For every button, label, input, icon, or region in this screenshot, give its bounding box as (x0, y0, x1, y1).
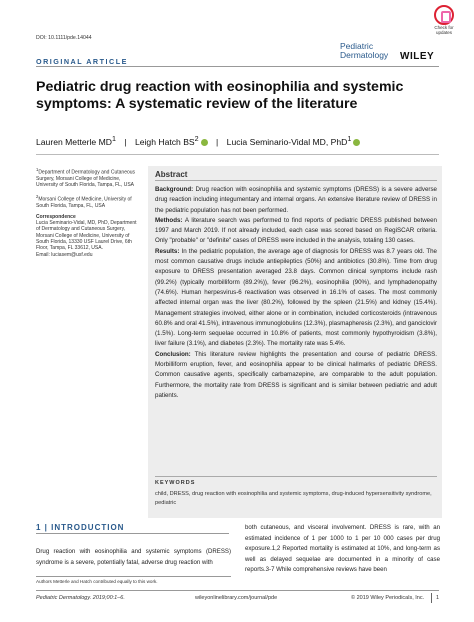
author-name[interactable]: Lauren Metterle MD (36, 136, 112, 147)
footer-separator (431, 593, 432, 603)
background-text: Drug reaction with eosinophilia and systemic symptoms (DRESS) is a severe adverse drug reaction including integumentary and internal organs. An extensive literature review of DRESS in the pediatric population has not been performed. (155, 186, 437, 214)
section-heading: 1 | INTRODUCTION (36, 523, 125, 532)
conclusion-text: This literature review highlights the presentation and course of pediatric DRESS. Morbilliform eruption, fever, and eosinophilia appear to be clinical hallmarks of pediatric DRESS. Common causative agents, specifically carbamazepine, are comparable to the adult population. Furthermore, the mortality rate from DRESS is significant and is similar between pediatric and adult patients. (155, 350, 437, 399)
author-sup: 1 (111, 135, 116, 143)
journal-name (340, 42, 388, 60)
crossmark-icon (434, 5, 454, 25)
footer-citation: Pediatric Dermatology. 2019;00:1–6. (36, 595, 125, 601)
article-type: ORIGINAL ARTICLE (36, 57, 128, 66)
keywords-text: child, DRESS, drug reaction with eosinophilia and systemic symptoms, drug-induced hypersensitivity syndrome, pediatric (155, 491, 432, 506)
affiliation-2 (36, 194, 141, 209)
correspondence-text: Lucia Seminario-Vidal, MD, PhD, Department of Dermatology and Cutaneous Surgery, Morsani College of Medicine, University of South Florida, 13330 USF Laurel Drive, 6th Floor, Tampa, FL 33612, USA. (36, 220, 137, 252)
publisher-logo: WILEY (400, 51, 435, 62)
article-title: Pediatric drug reaction with eosinophilia and systemic symptoms: A systematic review of the literature (36, 79, 404, 112)
results-label: Results: (155, 247, 180, 255)
author-name[interactable]: Lucia Seminario-Vidal MD, PhD (226, 136, 348, 147)
abstract-results (155, 247, 437, 350)
abstract-title: Abstract (155, 170, 188, 179)
badge-line-1: Check for (434, 25, 454, 30)
author-sup: 2 (194, 135, 199, 143)
abstract-methods (155, 216, 437, 247)
author-separator: | (124, 136, 127, 147)
check-for-updates-badge[interactable] (421, 5, 467, 39)
footer-divider (36, 590, 439, 591)
background-label: Background: (155, 186, 194, 193)
methods-label: Methods: (155, 216, 183, 224)
abstract-divider (155, 180, 437, 181)
abstract-background (155, 185, 437, 216)
intro-right-text: both cutaneous, and visceral involvement. DRESS is rare, with an estimated incidence of 1 per 1000 to 1 per 10 000 cases per drug exposure.1,2 Reported mortality is estimated at 10%, and long-term as well as delayed sequelae are documented in a minority of case reports.3-7 While comprehensive reviews have been (245, 524, 440, 573)
page-number: 1 (436, 595, 440, 601)
methods-text: A literature search was performed to find reports of pediatric DRESS published between 1997 and March 2019. If not already included, each case was scored based on RegiSCAR criteria. Only "probable" or "definite" cases of DRESS were included in the analysis, totaling 130 cases. (155, 216, 437, 245)
author-sup: 1 (347, 135, 352, 143)
results-text: In the pediatric population, the average age of diagnosis for DRESS was 8.7 years old. The most common causative drugs include antiepileptics (50%) and antibiotics (30.8%). Time from drug exposure to DRESS presentation averaged 23.8 days. Common clinical symptoms include rash (99.2%) (typically morbilliform (89.2%)), fever (96.2%), eosinophilia (90%), and lymphadenopathy (74.6%). Human herpesvirus-6 reactivation was observed in 16.1% of cases. The most commonly affected internal organ was the liver (80.2%), followed by the spleen (21.5%) and kidney (15.4%). Management strategies involved, either alone or in combination, included corticosteroids (intravenous 60.8% and oral 41.5%), intravenous immunoglobulins (12.3%), plasmapheresis (2.3%), and ganciclovir (1.5%). Long-term sequelae occurred in 10.8% of patients, most commonly hypothyroidism (3.8%), liver failure (3.1%), and diabetes (2.3%). The mortality rate was 5.4%. (155, 247, 437, 348)
orcid-icon[interactable] (353, 139, 360, 146)
affiliation-sup: 1 (36, 167, 39, 172)
footnote: Authors Metterle and Hatch contributed equally to this work. (36, 576, 231, 584)
correspondence (36, 214, 141, 258)
affiliation-text: Morsani College of Medicine, University of South Florida, Tampa, FL, USA (36, 196, 132, 209)
conclusion-label: Conclusion: (155, 350, 191, 358)
author-divider (36, 154, 439, 155)
intro-left-text: Drug reaction with eosinophilia and systemic symptoms (DRESS) syndrome is a severe, potentially fatal, adverse drug reaction with (36, 548, 231, 566)
abstract-conclusion (155, 350, 437, 401)
correspondence-label: Correspondence (36, 213, 76, 220)
keywords-title: KEYWORDS (155, 480, 196, 486)
badge-line-2: updates (435, 30, 452, 35)
section-divider (36, 533, 229, 534)
footer-copyright: © 2019 Wiley Periodicals, Inc. (351, 595, 425, 601)
affiliation-1 (36, 167, 141, 189)
affiliations (36, 167, 141, 263)
author-separator: | (216, 136, 219, 147)
keywords-divider (155, 476, 437, 477)
journal-line-1: Pediatric (340, 41, 374, 51)
doi[interactable]: DOI: 10.1111/pde.14044 (36, 35, 92, 41)
author-name[interactable]: Leigh Hatch BS (134, 136, 195, 147)
abstract-body (155, 185, 437, 401)
header-divider (36, 66, 439, 67)
correspondence-email[interactable]: Email: luciasem@usf.edu (36, 251, 93, 258)
affiliation-sup: 2 (36, 193, 39, 199)
author-list (36, 135, 360, 147)
affiliation-text: Department of Dermatology and Cutaneous Surgery, Morsani College of Medicine, University of South Florida, Tampa, FL, USA (36, 169, 136, 189)
journal-line-2: Dermatology (340, 50, 389, 60)
orcid-icon[interactable] (201, 139, 208, 146)
footer-url[interactable]: wileyonlinelibrary.com/journal/pde (195, 595, 278, 601)
